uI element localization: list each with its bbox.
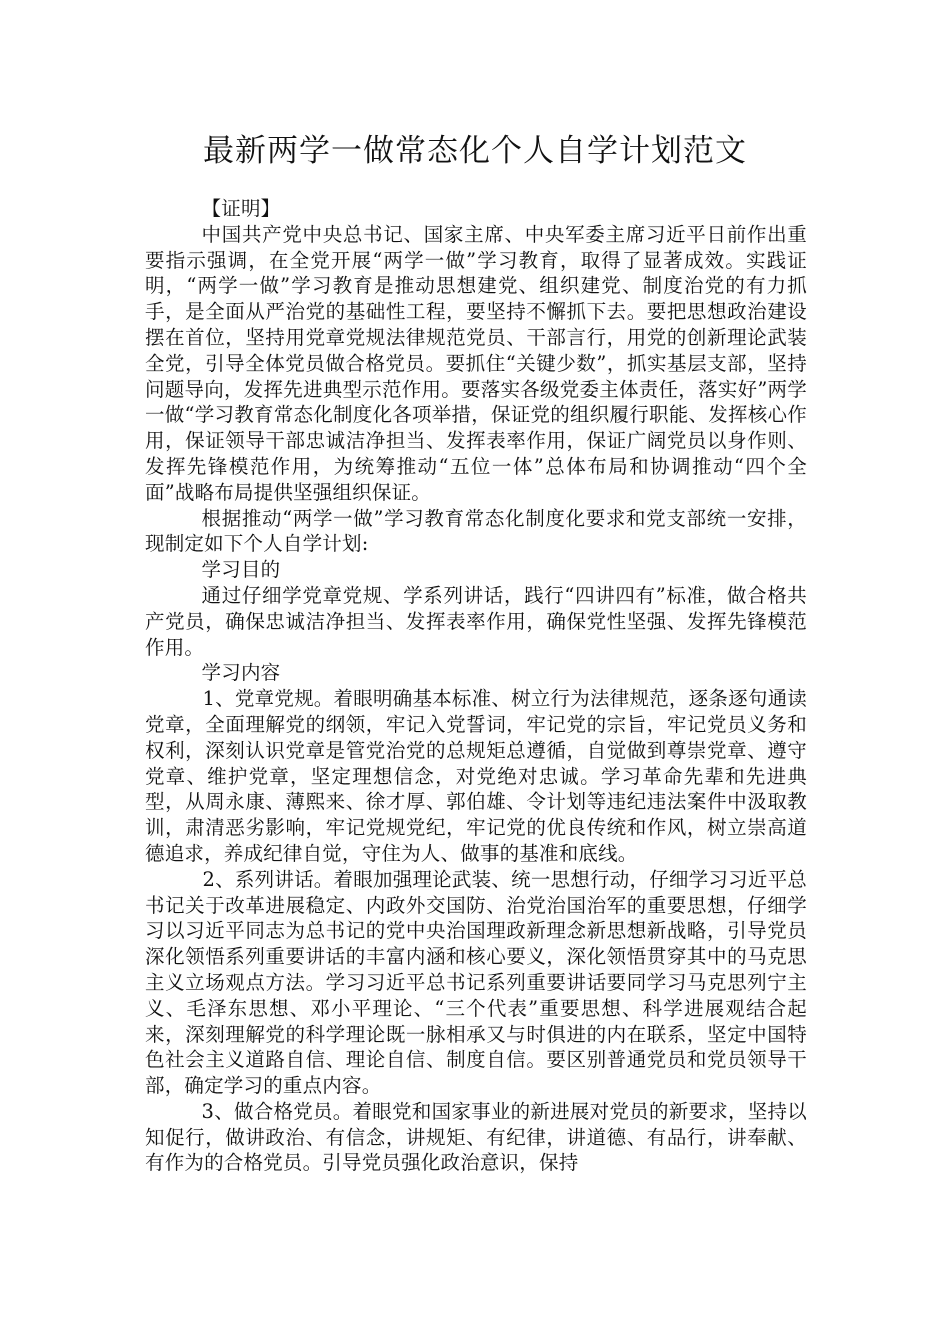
paragraph-study-goal: 通过仔细学党章党规、学系列讲话，践行“四讲四有”标准，做合格共产党员，确保忠诚洁净担当、发挥表率作用，确保党性坚强、发挥先锋模范作用。	[145, 583, 807, 659]
heading-study-goal: 学习目的	[201, 558, 281, 582]
document-body	[145, 196, 807, 1176]
paragraph-content-3: 3、做合格党员。着眼党和国家事业的新进展对党员的新要求，坚持以知促行，做讲政治、有信念，讲规矩、有纪律，讲道德、有品行，讲奉献、有作为的合格党员。引导党员强化政治意识，保持	[145, 1099, 807, 1175]
document-title: 最新两学一做常态化个人自学计划范文	[203, 133, 747, 169]
paragraph-intro: 中国共产党中央总书记、国家主席、中央军委主席习近平日前作出重要指示强调，在全党开展“两学一做”学习教育，取得了显著成效。实践证明，“两学一做”学习教育是推动思想建党、组织建党、制度治党的有力抓手，是全面从严治党的基础性工程，要坚持不懈抓下去。要把思想政治建设摆在首位，坚持用党章党规法律规范党员、干部言行，用党的创新理论武装全党，引导全体党员做合格党员。要抓住“关键少数”，抓实基层支部，坚持问题导向，发挥先进典型示范作用。要落实各级党委主体责任，落实好”两学一做“学习教育常态化制度化各项举措，保证党的组织履行职能、发挥核心作用，保证领导干部忠诚洁净担当、发挥表率作用，保证广阔党员以身作则、发挥先锋模范作用，为统筹推动“五位一体”总体布局和协调推动“四个全面”战略布局提供坚强组织保证。	[145, 222, 807, 504]
heading-study-content: 学习内容	[201, 661, 281, 685]
paragraph-content-2: 2、系列讲话。着眼加强理论武装、统一思想行动，仔细学习习近平总书记关于改革进展稳定、内政外交国防、治党治国治军的重要思想，仔细学习以习近平同志为总书记的党中央治国理政新理念新思想新战略，引导党员深化领悟系列重要讲话的丰富内涵和核心要义，深化领悟贯穿其中的马克思主义立场观点方法。学习习近平总书记系列重要讲话要同学习马克思列宁主义、毛泽东思想、邓小平理论、“三个代表”重要思想、科学进展观结合起来，深刻理解党的科学理论既一脉相承又与时俱进的内在联系，坚定中国特色社会主义道路自信、理论自信、制度自信。要区别普通党员和党员领导干部，确定学习的重点内容。	[145, 867, 807, 1098]
paragraph-note: 【证明】	[201, 197, 281, 220]
paragraph-plan: 根据推动“两学一做”学习教育常态化制度化要求和党支部统一安排，现制定如下个人自学计划:	[145, 506, 807, 556]
paragraph-content-1: 1、党章党规。着眼明确基本标准、树立行为法律规范，逐条逐句通读党章，全面理解党的纲领，牢记入党誓词，牢记党的宗旨，牢记党员义务和权利，深刻认识党章是管党治党的总规矩总遵循，自觉做到尊崇党章、遵守党章、维护党章，坚定理想信念，对党绝对忠诚。学习革命先辈和先进典型，从周永康、薄熙来、徐才厚、郭伯雄、令计划等违纪违法案件中汲取教训，肃清恶劣影响，牢记党规党纪，牢记党的优良传统和作风，树立崇高道德追求，养成纪律自觉，守住为人、做事的基准和底线。	[145, 687, 807, 865]
